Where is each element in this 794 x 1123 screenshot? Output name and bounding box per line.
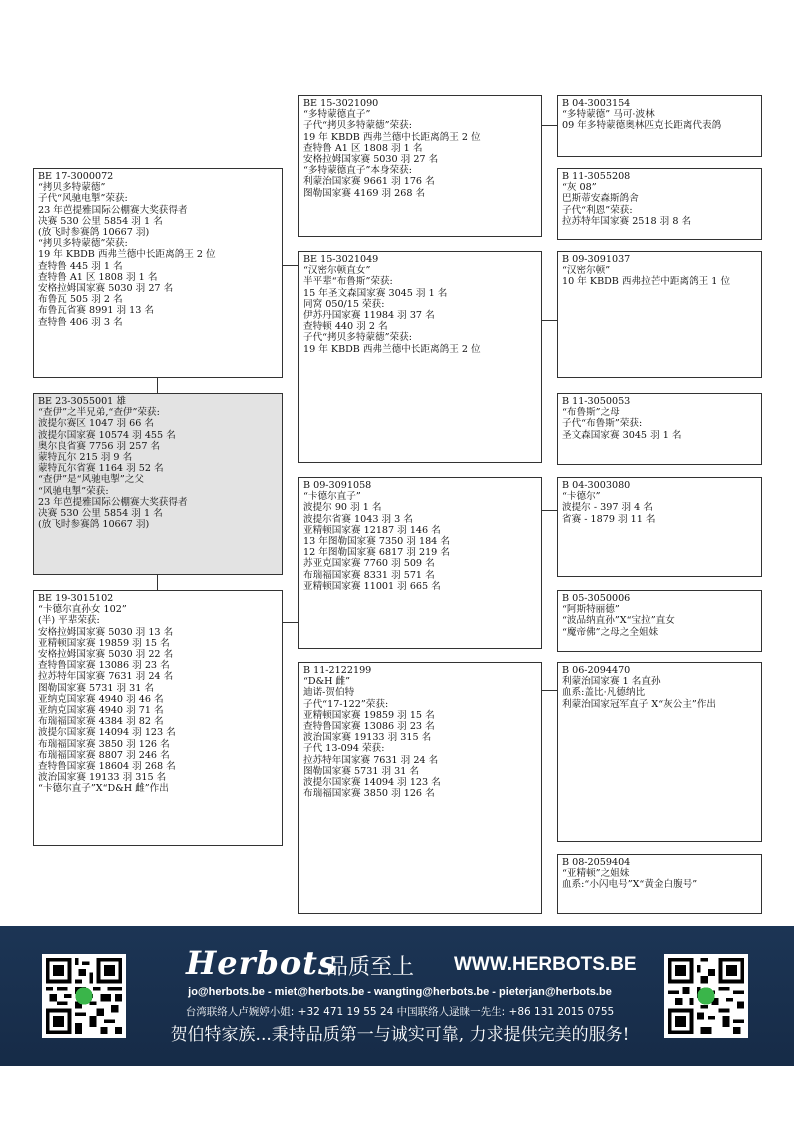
pedigree-box-ggp2	[557, 168, 762, 240]
pedigree-line: “汉密尔顿”	[562, 265, 611, 277]
pedigree-line: “卡德尔直孙女 102”	[38, 604, 127, 616]
pedigree-line: 10 年 KBDB 西弗拉芒中距离鸽王 1 位	[562, 276, 731, 288]
pedigree-line: 子代 13-094 荣获:	[303, 743, 385, 755]
pedigree-line: “风驰电掣”荣获:	[38, 485, 109, 497]
pedigree-line: B 04-3003154	[562, 98, 631, 109]
pedigree-line: 伊苏丹国家赛 11984 羽 37 名	[303, 310, 435, 322]
pedigree-line: 子代“17-122”荣获:	[303, 698, 389, 710]
pedigree-line: “多特蒙德直子”本身荣获:	[303, 165, 412, 177]
pedigree-line: “亚精顿”之姐妹	[562, 868, 630, 880]
pedigree-box-sire-sire	[298, 95, 542, 237]
pedigree-line: 图勒国家赛 4169 羽 268 名	[303, 187, 426, 199]
pedigree-line: B 11-2122199	[303, 665, 372, 676]
pedigree-line: BE 15-3021090	[303, 98, 379, 109]
pedigree-box-subject	[33, 393, 283, 575]
pedigree-line: B 04-3003080	[562, 480, 631, 491]
herbots-logo: Herbots	[186, 944, 337, 982]
pedigree-line: 安格拉姆国家赛 5030 羽 27 名	[303, 154, 439, 166]
pedigree-line: 亚精顿国家赛 19859 羽 15 名	[303, 709, 435, 721]
pedigree-box-ggp4	[557, 393, 762, 465]
pedigree-box-ggp7	[557, 662, 762, 842]
pedigree-line: 迪诺-贺伯特	[303, 687, 355, 699]
pedigree-line: 查特鲁国家赛 18604 羽 268 名	[38, 761, 176, 773]
pedigree-line: “汉密尔顿直女”	[303, 265, 371, 277]
pedigree-line: “查伊”是“风驰电掣”之父	[38, 474, 144, 486]
pedigree-line: 亚精顿国家赛 12187 羽 146 名	[303, 524, 441, 536]
pedigree-line: “多特蒙德直子”	[303, 109, 371, 121]
pedigree-line: 13 年图勒国家赛 7350 羽 184 名	[303, 536, 450, 548]
pedigree-line: 血系:盖比·凡德纳比	[562, 687, 646, 699]
pedigree-line: 波治国家赛 19133 羽 315 名	[303, 732, 432, 744]
pedigree-line: 布瑞福国家赛 3850 羽 126 名	[303, 788, 435, 800]
pedigree-line: B 08-2059404	[562, 857, 631, 868]
pedigree-box-sire-dam	[298, 251, 542, 463]
pedigree-line: “魔帝佛”之母之全姐妹	[562, 626, 659, 638]
pedigree-line: B 09-3091037	[562, 254, 631, 265]
pedigree-box-ggp3	[557, 251, 762, 378]
pedigree-line: 蒙特瓦尔省赛 1164 羽 52 名	[38, 463, 164, 475]
pedigree-line: BE 19-3015102	[38, 593, 114, 604]
brand-slogan: 品质至上	[326, 955, 415, 980]
pedigree-line: 波治国家赛 19133 羽 315 名	[38, 772, 167, 784]
contact-phones: 台湾联络人卢婉婷小姐: +32 471 19 55 24 中国联络人逯睐一先生: +86 131 2015 0755	[185, 1006, 615, 1018]
pedigree-line: 安格拉姆国家赛 5030 羽 13 名	[38, 626, 174, 638]
connector-gp1-ggp	[541, 125, 557, 126]
pedigree-line: 决赛 530 公里 5854 羽 1 名	[38, 508, 163, 520]
pedigree-line: 拉苏特年国家赛 7631 羽 24 名	[303, 754, 439, 766]
pedigree-line: 决赛 530 公里 5854 羽 1 名	[38, 215, 163, 227]
pedigree-line: 省赛 - 1879 羽 11 名	[562, 513, 656, 525]
pedigree-line: “D&H 雌”	[303, 676, 351, 688]
pedigree-line: “阿斯特丽德”	[562, 604, 620, 616]
email-list[interactable]: jo@herbots.be - miet@herbots.be - wangting@herbots.be - pieterjan@herbots.be	[188, 986, 612, 998]
pedigree-line: “拷贝多特蒙德”	[38, 182, 106, 194]
pedigree-line: 波提尔 90 羽 1 名	[303, 502, 382, 514]
pedigree-box-ggp6	[557, 590, 762, 652]
pedigree-line: 图勒国家赛 5731 羽 31 名	[38, 682, 154, 694]
pedigree-line: B 11-3055208	[562, 171, 631, 182]
pedigree-line: 子代“拷贝多特蒙德”荣获:	[303, 120, 412, 132]
pedigree-line: 苏亚克国家赛 7760 羽 509 名	[303, 558, 435, 570]
pedigree-line: 查特鲁 A1 区 1808 羽 1 名	[38, 271, 158, 283]
pedigree-line: 亚精顿国家赛 19859 羽 15 名	[38, 637, 170, 649]
pedigree-box-ggp8	[557, 854, 762, 914]
pedigree-line: “灰 08”	[562, 182, 597, 194]
pedigree-line: “多特蒙德” 马可·波林	[562, 109, 655, 121]
pedigree-line: “波品纳直孙”X“宝拉”直女	[562, 615, 675, 627]
pedigree-line: 19 年 KBDB 西弗兰德中长距离鸽王 2 位	[38, 249, 216, 261]
pedigree-line: 12 年图勒国家赛 6817 羽 219 名	[303, 547, 450, 559]
pedigree-line: BE 17-3000072	[38, 171, 114, 182]
pedigree-line: 子代“布鲁斯”荣获:	[562, 418, 643, 430]
pedigree-line: 23 年芭提雅国际公棚赛大奖获得者	[38, 496, 188, 508]
pedigree-line: 利蒙治国家赛 9661 羽 176 名	[303, 176, 435, 188]
pedigree-box-dam-sire	[298, 477, 542, 649]
pedigree-line: 布瑞福国家赛 8331 羽 571 名	[303, 569, 435, 581]
connector-dam-gp	[282, 622, 298, 623]
pedigree-line: BE 23-3055001 雄	[38, 396, 126, 407]
pedigree-line: 蒙特瓦尔 215 羽 9 名	[38, 452, 133, 464]
pedigree-line: 亚纳克国家赛 4940 羽 71 名	[38, 705, 164, 717]
pedigree-line: 波提尔赛区 1047 羽 66 名	[38, 418, 154, 430]
pedigree-line: 圣文森国家赛 3045 羽 1 名	[562, 429, 682, 441]
pedigree-line: 19 年 KBDB 西弗兰德中长距离鸽王 2 位	[303, 343, 481, 355]
pedigree-line: 布瑞福国家赛 3850 羽 126 名	[38, 738, 170, 750]
pedigree-line: 查特鲁 A1 区 1808 羽 1 名	[303, 142, 423, 154]
pedigree-line: 拉苏特年国家赛 7631 羽 24 名	[38, 671, 174, 683]
connector-gp2-ggp	[541, 320, 557, 321]
pedigree-line: 奥尔良省赛 7756 羽 257 名	[38, 440, 161, 452]
pedigree-line: 安格拉姆国家赛 5030 羽 22 名	[38, 649, 174, 661]
pedigree-line: 15 年圣文森国家赛 3045 羽 1 名	[303, 287, 448, 299]
pedigree-line: 安格拉姆国家赛 5030 羽 27 名	[38, 283, 174, 295]
pedigree-line: 图勒国家赛 5731 羽 31 名	[303, 765, 419, 777]
pedigree-line: 查特鲁国家赛 13086 羽 23 名	[303, 721, 435, 733]
pedigree-line: 利蒙治国家冠军直子 X“灰公主”作出	[562, 698, 717, 710]
pedigree-line: 波提尔 - 397 羽 4 名	[562, 502, 653, 514]
pedigree-line: (放飞时参赛鸽 10667 羽)	[38, 227, 150, 239]
pedigree-line: 同窝 050/15 荣获:	[303, 298, 385, 310]
pedigree-line: 布鲁瓦省赛 8991 羽 13 名	[38, 305, 154, 317]
pedigree-line: B 05-3050006	[562, 593, 631, 604]
connector-gp4-ggp	[541, 690, 557, 691]
pedigree-line: 亚纳克国家赛 4940 羽 46 名	[38, 693, 164, 705]
pedigree-line: 波提尔省赛 1043 羽 3 名	[303, 513, 413, 525]
pedigree-line: 子代“拷贝多特蒙德”荣获:	[303, 332, 412, 344]
pedigree-line: B 09-3091058	[303, 480, 372, 491]
pedigree-line: “拷贝多特蒙德”荣获:	[38, 238, 128, 250]
pedigree-line: 利蒙治国家赛 1 名直孙	[562, 676, 661, 688]
pedigree-line: 布瑞福国家赛 8807 羽 246 名	[38, 749, 170, 761]
pedigree-line: 血系:“小闪电号”X“黄金白腹号”	[562, 879, 698, 891]
pedigree-line: B 06-2094470	[562, 665, 631, 676]
connector-sire-gp	[282, 265, 298, 266]
website-link[interactable]: WWW.HERBOTS.BE	[454, 954, 637, 975]
pedigree-line: 波提尔国家赛 14094 羽 123 名	[38, 727, 176, 739]
footer-banner	[0, 926, 794, 1066]
pedigree-line: 子代“风驰电掣”荣获:	[38, 193, 128, 205]
pedigree-line: “查伊”之半兄弟,“查伊”荣获:	[38, 407, 160, 419]
pedigree-line: 拉苏特年国家赛 2518 羽 8 名	[562, 215, 692, 227]
pedigree-line: BE 15-3021049	[303, 254, 379, 265]
pedigree-line: 布鲁瓦 505 羽 2 名	[38, 294, 123, 306]
connector-gp3-ggp	[541, 510, 557, 511]
pedigree-line: 23 年芭提雅国际公棚赛大奖获得者	[38, 204, 188, 216]
connector-subject-dam	[157, 575, 158, 590]
pedigree-line: 09 年多特蒙德奥林匹克长距离代表鸽	[562, 120, 722, 132]
pedigree-line: 19 年 KBDB 西弗兰德中长距离鸽王 2 位	[303, 131, 481, 143]
pedigree-line: 半平辈“布鲁斯”荣获:	[303, 276, 393, 288]
brand-header	[186, 944, 637, 984]
pedigree-line: (半) 平辈荣获:	[38, 615, 100, 627]
connector-sire-subject	[157, 378, 158, 393]
pedigree-line: “布鲁斯”之母	[562, 407, 620, 419]
pedigree-line: 查特鲁 406 羽 3 名	[38, 316, 123, 328]
pedigree-box-dam	[33, 590, 283, 846]
pedigree-line: B 11-3050053	[562, 396, 631, 407]
pedigree-line: 子代“利恩”荣获:	[562, 204, 633, 216]
company-motto: 贺伯特家族...秉持品质第一与诚实可靠, 力求提供完美的服务!	[170, 1025, 630, 1045]
pedigree-line: 亚精顿国家赛 11001 羽 665 名	[303, 580, 441, 592]
pedigree-line: “卡德尔”	[562, 491, 601, 503]
pedigree-line: 查特鲁国家赛 13086 羽 23 名	[38, 660, 170, 672]
pedigree-line: 布瑞福国家赛 4384 羽 82 名	[38, 716, 164, 728]
pedigree-line: 波提尔国家赛 10574 羽 455 名	[38, 429, 176, 441]
pedigree-box-ggp5	[557, 477, 762, 577]
pedigree-line: 查特顿 440 羽 2 名	[303, 321, 388, 333]
pedigree-line: “卡德尔直子”	[303, 491, 361, 503]
pedigree-line: 波提尔国家赛 14094 羽 123 名	[303, 777, 441, 789]
pedigree-box-sire	[33, 168, 283, 378]
pedigree-line: 巴斯蒂安森斯鸽舍	[562, 193, 639, 205]
pedigree-line: 查特鲁 445 羽 1 名	[38, 260, 123, 272]
pedigree-line: “卡德尔直子”X“D&H 雌”作出	[38, 783, 169, 795]
pedigree-box-ggp1	[557, 95, 762, 157]
pedigree-line: (放飞时参赛鸽 10667 羽)	[38, 519, 150, 531]
pedigree-box-dam-dam	[298, 662, 542, 914]
qr-code-left-icon	[42, 954, 126, 1038]
